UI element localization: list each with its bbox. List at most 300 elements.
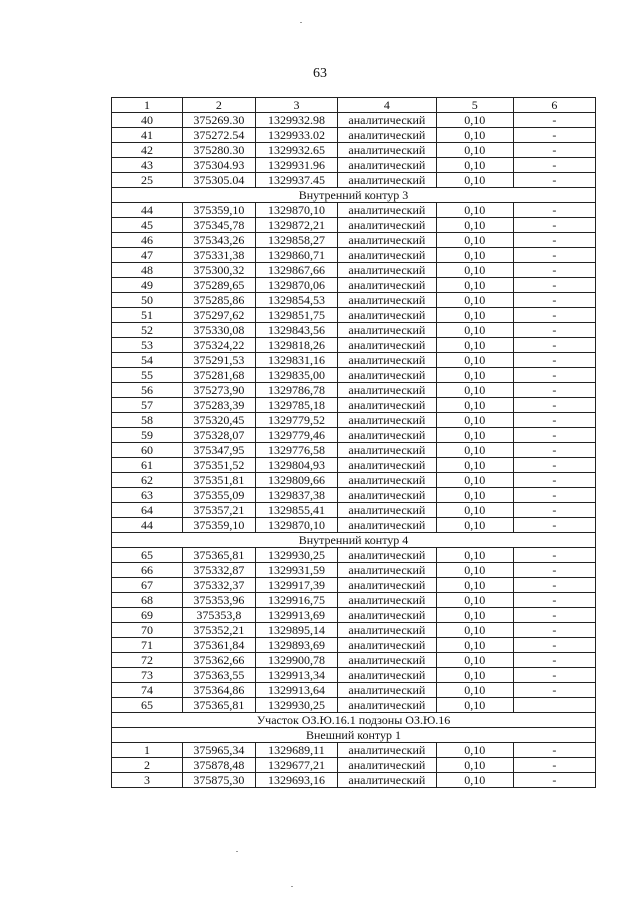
method-cell: аналитический bbox=[338, 623, 437, 638]
accuracy-cell: 0,10 bbox=[436, 398, 513, 413]
table-row bbox=[112, 203, 596, 218]
accuracy-cell: 0,10 bbox=[436, 443, 513, 458]
method-cell: аналитический bbox=[338, 668, 437, 683]
point-number-cell: 60 bbox=[112, 443, 183, 458]
note-cell: - bbox=[513, 563, 595, 578]
note-cell: - bbox=[513, 263, 595, 278]
x-coordinate-cell: 375280.30 bbox=[182, 143, 255, 158]
point-number-cell: 71 bbox=[112, 638, 183, 653]
x-coordinate-cell: 375365,81 bbox=[182, 548, 255, 563]
table-row bbox=[112, 383, 596, 398]
point-number-cell: 64 bbox=[112, 503, 183, 518]
x-coordinate-cell: 375351,52 bbox=[182, 458, 255, 473]
method-cell: аналитический bbox=[338, 218, 437, 233]
table-row bbox=[112, 308, 596, 323]
accuracy-cell: 0,10 bbox=[436, 698, 513, 713]
y-coordinate-cell: 1329837,38 bbox=[255, 488, 337, 503]
x-coordinate-cell: 375331,38 bbox=[182, 248, 255, 263]
note-cell: - bbox=[513, 758, 595, 773]
y-coordinate-cell: 1329860,71 bbox=[255, 248, 337, 263]
x-coordinate-cell: 375359,10 bbox=[182, 518, 255, 533]
y-coordinate-cell: 1329843,56 bbox=[255, 323, 337, 338]
x-coordinate-cell: 375878,48 bbox=[182, 758, 255, 773]
method-cell: аналитический bbox=[338, 398, 437, 413]
table-row bbox=[112, 668, 596, 683]
table-row bbox=[112, 158, 596, 173]
x-coordinate-cell: 375343,26 bbox=[182, 233, 255, 248]
method-cell: аналитический bbox=[338, 293, 437, 308]
note-cell: - bbox=[513, 578, 595, 593]
point-number-cell: 1 bbox=[112, 743, 183, 758]
x-coordinate-cell: 375304.93 bbox=[182, 158, 255, 173]
method-cell: аналитический bbox=[338, 113, 437, 128]
accuracy-cell: 0,10 bbox=[436, 578, 513, 593]
note-cell: - bbox=[513, 638, 595, 653]
accuracy-cell: 0,10 bbox=[436, 203, 513, 218]
y-coordinate-cell: 1329931.96 bbox=[255, 158, 337, 173]
method-cell: аналитический bbox=[338, 323, 437, 338]
point-number-cell: 42 bbox=[112, 143, 183, 158]
point-number-cell: 40 bbox=[112, 113, 183, 128]
header-cell: 6 bbox=[513, 98, 595, 113]
x-coordinate-cell: 375357,21 bbox=[182, 503, 255, 518]
page-number: 63 bbox=[313, 66, 327, 81]
table-header-row bbox=[112, 98, 596, 113]
x-coordinate-cell: 375351,81 bbox=[182, 473, 255, 488]
y-coordinate-cell: 1329804,93 bbox=[255, 458, 337, 473]
point-number-cell: 45 bbox=[112, 218, 183, 233]
point-number-cell: 43 bbox=[112, 158, 183, 173]
accuracy-cell: 0,10 bbox=[436, 308, 513, 323]
accuracy-cell: 0,10 bbox=[436, 758, 513, 773]
table-row bbox=[112, 563, 596, 578]
x-coordinate-cell: 375328,07 bbox=[182, 428, 255, 443]
y-coordinate-cell: 1329809,66 bbox=[255, 473, 337, 488]
method-cell: аналитический bbox=[338, 173, 437, 188]
x-coordinate-cell: 375291,53 bbox=[182, 353, 255, 368]
x-coordinate-cell: 375361,84 bbox=[182, 638, 255, 653]
x-coordinate-cell: 375353,8 bbox=[182, 608, 255, 623]
y-coordinate-cell: 1329916,75 bbox=[255, 593, 337, 608]
y-coordinate-cell: 1329855,41 bbox=[255, 503, 337, 518]
point-number-cell: 65 bbox=[112, 548, 183, 563]
header-cell: 3 bbox=[255, 98, 337, 113]
method-cell: аналитический bbox=[338, 518, 437, 533]
method-cell: аналитический bbox=[338, 488, 437, 503]
y-coordinate-cell: 1329870,10 bbox=[255, 203, 337, 218]
note-cell: - bbox=[513, 128, 595, 143]
y-coordinate-cell: 1329913,69 bbox=[255, 608, 337, 623]
y-coordinate-cell: 1329779,46 bbox=[255, 428, 337, 443]
table-row bbox=[112, 458, 596, 473]
point-number-cell: 59 bbox=[112, 428, 183, 443]
table-row bbox=[112, 278, 596, 293]
point-number-cell: 46 bbox=[112, 233, 183, 248]
accuracy-cell: 0,10 bbox=[436, 248, 513, 263]
x-coordinate-cell: 375965,34 bbox=[182, 743, 255, 758]
scan-speck bbox=[236, 851, 238, 852]
accuracy-cell: 0,10 bbox=[436, 548, 513, 563]
accuracy-cell: 0,10 bbox=[436, 353, 513, 368]
table-row bbox=[112, 638, 596, 653]
accuracy-cell: 0,10 bbox=[436, 743, 513, 758]
scan-speck bbox=[300, 22, 302, 23]
note-cell: - bbox=[513, 203, 595, 218]
table-row bbox=[112, 128, 596, 143]
coordinates-table bbox=[111, 97, 596, 788]
method-cell: аналитический bbox=[338, 353, 437, 368]
y-coordinate-cell: 1329870,10 bbox=[255, 518, 337, 533]
method-cell: аналитический bbox=[338, 473, 437, 488]
accuracy-cell: 0,10 bbox=[436, 488, 513, 503]
y-coordinate-cell: 1329818,26 bbox=[255, 338, 337, 353]
note-cell: - bbox=[513, 368, 595, 383]
method-cell: аналитический bbox=[338, 368, 437, 383]
y-coordinate-cell: 1329677,21 bbox=[255, 758, 337, 773]
x-coordinate-cell: 375365,81 bbox=[182, 698, 255, 713]
table-row bbox=[112, 488, 596, 503]
table-row bbox=[112, 398, 596, 413]
y-coordinate-cell: 1329785,18 bbox=[255, 398, 337, 413]
x-coordinate-cell: 375347,95 bbox=[182, 443, 255, 458]
method-cell: аналитический bbox=[338, 203, 437, 218]
point-number-cell: 49 bbox=[112, 278, 183, 293]
y-coordinate-cell: 1329872,21 bbox=[255, 218, 337, 233]
point-number-cell: 58 bbox=[112, 413, 183, 428]
x-coordinate-cell: 375330,08 bbox=[182, 323, 255, 338]
accuracy-cell: 0,10 bbox=[436, 413, 513, 428]
point-number-cell: 68 bbox=[112, 593, 183, 608]
point-number-cell: 56 bbox=[112, 383, 183, 398]
table-row bbox=[112, 413, 596, 428]
accuracy-cell: 0,10 bbox=[436, 653, 513, 668]
point-number-cell: 54 bbox=[112, 353, 183, 368]
accuracy-cell: 0,10 bbox=[436, 683, 513, 698]
accuracy-cell: 0,10 bbox=[436, 338, 513, 353]
table-row bbox=[112, 548, 596, 563]
table-row bbox=[112, 143, 596, 158]
note-cell: - bbox=[513, 548, 595, 563]
method-cell: аналитический bbox=[338, 413, 437, 428]
point-number-cell: 66 bbox=[112, 563, 183, 578]
y-coordinate-cell: 1329689,11 bbox=[255, 743, 337, 758]
method-cell: аналитический bbox=[338, 263, 437, 278]
accuracy-cell: 0,10 bbox=[436, 143, 513, 158]
x-coordinate-cell: 375332,87 bbox=[182, 563, 255, 578]
coordinates-table-body bbox=[112, 98, 596, 788]
x-coordinate-cell: 375363,55 bbox=[182, 668, 255, 683]
table-row bbox=[112, 683, 596, 698]
method-cell: аналитический bbox=[338, 638, 437, 653]
x-coordinate-cell: 375305.04 bbox=[182, 173, 255, 188]
note-cell: - bbox=[513, 173, 595, 188]
note-cell: - bbox=[513, 743, 595, 758]
header-cell: 1 bbox=[112, 98, 183, 113]
point-number-cell: 51 bbox=[112, 308, 183, 323]
x-coordinate-cell: 375345,78 bbox=[182, 218, 255, 233]
accuracy-cell: 0,10 bbox=[436, 503, 513, 518]
note-cell: - bbox=[513, 293, 595, 308]
header-cell: 5 bbox=[436, 98, 513, 113]
x-coordinate-cell: 375300,32 bbox=[182, 263, 255, 278]
section-row bbox=[112, 533, 596, 548]
y-coordinate-cell: 1329779,52 bbox=[255, 413, 337, 428]
table-row bbox=[112, 443, 596, 458]
y-coordinate-cell: 1329913,34 bbox=[255, 668, 337, 683]
table-row bbox=[112, 758, 596, 773]
y-coordinate-cell: 1329930,25 bbox=[255, 548, 337, 563]
point-number-cell: 67 bbox=[112, 578, 183, 593]
section-row bbox=[112, 188, 596, 203]
point-number-cell: 74 bbox=[112, 683, 183, 698]
method-cell: аналитический bbox=[338, 128, 437, 143]
table-row bbox=[112, 173, 596, 188]
accuracy-cell: 0,10 bbox=[436, 773, 513, 788]
point-number-cell: 44 bbox=[112, 203, 183, 218]
table-row bbox=[112, 653, 596, 668]
accuracy-cell: 0,10 bbox=[436, 323, 513, 338]
note-cell: - bbox=[513, 773, 595, 788]
point-number-cell: 2 bbox=[112, 758, 183, 773]
accuracy-cell: 0,10 bbox=[436, 293, 513, 308]
point-number-cell: 47 bbox=[112, 248, 183, 263]
accuracy-cell: 0,10 bbox=[436, 368, 513, 383]
x-coordinate-cell: 375362,66 bbox=[182, 653, 255, 668]
x-coordinate-cell: 375364,86 bbox=[182, 683, 255, 698]
method-cell: аналитический bbox=[338, 773, 437, 788]
note-cell: - bbox=[513, 458, 595, 473]
y-coordinate-cell: 1329831,16 bbox=[255, 353, 337, 368]
note-cell: - bbox=[513, 398, 595, 413]
note-cell: - bbox=[513, 338, 595, 353]
note-cell: - bbox=[513, 143, 595, 158]
method-cell: аналитический bbox=[338, 248, 437, 263]
method-cell: аналитический bbox=[338, 458, 437, 473]
method-cell: аналитический bbox=[338, 593, 437, 608]
note-cell: - bbox=[513, 668, 595, 683]
note-cell: - bbox=[513, 218, 595, 233]
y-coordinate-cell: 1329893,69 bbox=[255, 638, 337, 653]
note-cell: - bbox=[513, 413, 595, 428]
x-coordinate-cell: 375353,96 bbox=[182, 593, 255, 608]
x-coordinate-cell: 375359,10 bbox=[182, 203, 255, 218]
note-cell: - bbox=[513, 308, 595, 323]
note-cell: - bbox=[513, 113, 595, 128]
method-cell: аналитический bbox=[338, 158, 437, 173]
x-coordinate-cell: 375281,68 bbox=[182, 368, 255, 383]
table-row bbox=[112, 608, 596, 623]
point-number-cell: 48 bbox=[112, 263, 183, 278]
x-coordinate-cell: 375269.30 bbox=[182, 113, 255, 128]
note-cell: - bbox=[513, 233, 595, 248]
table-row bbox=[112, 473, 596, 488]
table-row bbox=[112, 248, 596, 263]
method-cell: аналитический bbox=[338, 548, 437, 563]
table-row bbox=[112, 503, 596, 518]
method-cell: аналитический bbox=[338, 653, 437, 668]
point-number-cell: 70 bbox=[112, 623, 183, 638]
table-row bbox=[112, 518, 596, 533]
method-cell: аналитический bbox=[338, 278, 437, 293]
y-coordinate-cell: 1329932.98 bbox=[255, 113, 337, 128]
note-cell: - bbox=[513, 473, 595, 488]
note-cell: - bbox=[513, 383, 595, 398]
y-coordinate-cell: 1329930,25 bbox=[255, 698, 337, 713]
x-coordinate-cell: 375297,62 bbox=[182, 308, 255, 323]
x-coordinate-cell: 375285,86 bbox=[182, 293, 255, 308]
x-coordinate-cell: 375332,37 bbox=[182, 578, 255, 593]
method-cell: аналитический bbox=[338, 503, 437, 518]
y-coordinate-cell: 1329933.02 bbox=[255, 128, 337, 143]
x-coordinate-cell: 375324,22 bbox=[182, 338, 255, 353]
y-coordinate-cell: 1329835,00 bbox=[255, 368, 337, 383]
scan-speck bbox=[291, 886, 293, 887]
table-row bbox=[112, 293, 596, 308]
note-cell: - bbox=[513, 488, 595, 503]
method-cell: аналитический bbox=[338, 143, 437, 158]
accuracy-cell: 0,10 bbox=[436, 158, 513, 173]
y-coordinate-cell: 1329895,14 bbox=[255, 623, 337, 638]
method-cell: аналитический bbox=[338, 428, 437, 443]
point-number-cell: 69 bbox=[112, 608, 183, 623]
note-cell: - bbox=[513, 353, 595, 368]
table-row bbox=[112, 218, 596, 233]
y-coordinate-cell: 1329858,27 bbox=[255, 233, 337, 248]
point-number-cell: 52 bbox=[112, 323, 183, 338]
table-row bbox=[112, 353, 596, 368]
table-row bbox=[112, 743, 596, 758]
accuracy-cell: 0,10 bbox=[436, 563, 513, 578]
point-number-cell: 44 bbox=[112, 518, 183, 533]
table-row bbox=[112, 578, 596, 593]
accuracy-cell: 0,10 bbox=[436, 518, 513, 533]
method-cell: аналитический bbox=[338, 758, 437, 773]
x-coordinate-cell: 375283,39 bbox=[182, 398, 255, 413]
point-number-cell: 55 bbox=[112, 368, 183, 383]
note-cell: - bbox=[513, 323, 595, 338]
y-coordinate-cell: 1329932.65 bbox=[255, 143, 337, 158]
method-cell: аналитический bbox=[338, 608, 437, 623]
point-number-cell: 41 bbox=[112, 128, 183, 143]
y-coordinate-cell: 1329867,66 bbox=[255, 263, 337, 278]
method-cell: аналитический bbox=[338, 338, 437, 353]
note-cell: - bbox=[513, 503, 595, 518]
accuracy-cell: 0,10 bbox=[436, 113, 513, 128]
accuracy-cell: 0,10 bbox=[436, 428, 513, 443]
header-cell: 4 bbox=[338, 98, 437, 113]
note-cell: - bbox=[513, 278, 595, 293]
section-row bbox=[112, 713, 596, 728]
note-cell: - bbox=[513, 518, 595, 533]
note-cell: - bbox=[513, 608, 595, 623]
accuracy-cell: 0,10 bbox=[436, 623, 513, 638]
x-coordinate-cell: 375272.54 bbox=[182, 128, 255, 143]
y-coordinate-cell: 1329693,16 bbox=[255, 773, 337, 788]
x-coordinate-cell: 375273,90 bbox=[182, 383, 255, 398]
y-coordinate-cell: 1329917,39 bbox=[255, 578, 337, 593]
method-cell: аналитический bbox=[338, 743, 437, 758]
accuracy-cell: 0,10 bbox=[436, 128, 513, 143]
table-row bbox=[112, 698, 596, 713]
y-coordinate-cell: 1329786,78 bbox=[255, 383, 337, 398]
point-number-cell: 25 bbox=[112, 173, 183, 188]
point-number-cell: 72 bbox=[112, 653, 183, 668]
accuracy-cell: 0,10 bbox=[436, 233, 513, 248]
point-number-cell: 3 bbox=[112, 773, 183, 788]
section-title: Участок ОЗ.Ю.16.1 подзоны ОЗ.Ю.16 bbox=[112, 713, 596, 728]
point-number-cell: 57 bbox=[112, 398, 183, 413]
section-title: Внутренний контур 3 bbox=[112, 188, 596, 203]
y-coordinate-cell: 1329851,75 bbox=[255, 308, 337, 323]
y-coordinate-cell: 1329900,78 bbox=[255, 653, 337, 668]
accuracy-cell: 0,10 bbox=[436, 668, 513, 683]
y-coordinate-cell: 1329870,06 bbox=[255, 278, 337, 293]
method-cell: аналитический bbox=[338, 308, 437, 323]
point-number-cell: 53 bbox=[112, 338, 183, 353]
y-coordinate-cell: 1329931,59 bbox=[255, 563, 337, 578]
accuracy-cell: 0,10 bbox=[436, 473, 513, 488]
point-number-cell: 63 bbox=[112, 488, 183, 503]
x-coordinate-cell: 375289,65 bbox=[182, 278, 255, 293]
method-cell: аналитический bbox=[338, 683, 437, 698]
table-row bbox=[112, 623, 596, 638]
method-cell: аналитический bbox=[338, 578, 437, 593]
table-row bbox=[112, 338, 596, 353]
y-coordinate-cell: 1329776,58 bbox=[255, 443, 337, 458]
method-cell: аналитический bbox=[338, 383, 437, 398]
table-row bbox=[112, 593, 596, 608]
accuracy-cell: 0,10 bbox=[436, 608, 513, 623]
accuracy-cell: 0,10 bbox=[436, 278, 513, 293]
accuracy-cell: 0,10 bbox=[436, 458, 513, 473]
accuracy-cell: 0,10 bbox=[436, 593, 513, 608]
note-cell: - bbox=[513, 653, 595, 668]
accuracy-cell: 0,10 bbox=[436, 218, 513, 233]
x-coordinate-cell: 375355,09 bbox=[182, 488, 255, 503]
x-coordinate-cell: 375875,30 bbox=[182, 773, 255, 788]
note-cell: - bbox=[513, 428, 595, 443]
y-coordinate-cell: 1329937.45 bbox=[255, 173, 337, 188]
table-row bbox=[112, 323, 596, 338]
accuracy-cell: 0,10 bbox=[436, 263, 513, 278]
note-cell bbox=[513, 698, 595, 713]
header-cell: 2 bbox=[182, 98, 255, 113]
point-number-cell: 61 bbox=[112, 458, 183, 473]
table-row bbox=[112, 263, 596, 278]
note-cell: - bbox=[513, 683, 595, 698]
note-cell: - bbox=[513, 623, 595, 638]
note-cell: - bbox=[513, 158, 595, 173]
table-row bbox=[112, 773, 596, 788]
section-title: Внешний контур 1 bbox=[112, 728, 596, 743]
section-title: Внутренний контур 4 bbox=[112, 533, 596, 548]
table-row bbox=[112, 368, 596, 383]
y-coordinate-cell: 1329854,53 bbox=[255, 293, 337, 308]
x-coordinate-cell: 375320,45 bbox=[182, 413, 255, 428]
x-coordinate-cell: 375352,21 bbox=[182, 623, 255, 638]
accuracy-cell: 0,10 bbox=[436, 638, 513, 653]
method-cell: аналитический bbox=[338, 563, 437, 578]
point-number-cell: 50 bbox=[112, 293, 183, 308]
method-cell: аналитический bbox=[338, 233, 437, 248]
section-row bbox=[112, 728, 596, 743]
note-cell: - bbox=[513, 248, 595, 263]
point-number-cell: 73 bbox=[112, 668, 183, 683]
point-number-cell: 62 bbox=[112, 473, 183, 488]
point-number-cell: 65 bbox=[112, 698, 183, 713]
method-cell: аналитический bbox=[338, 443, 437, 458]
y-coordinate-cell: 1329913,64 bbox=[255, 683, 337, 698]
